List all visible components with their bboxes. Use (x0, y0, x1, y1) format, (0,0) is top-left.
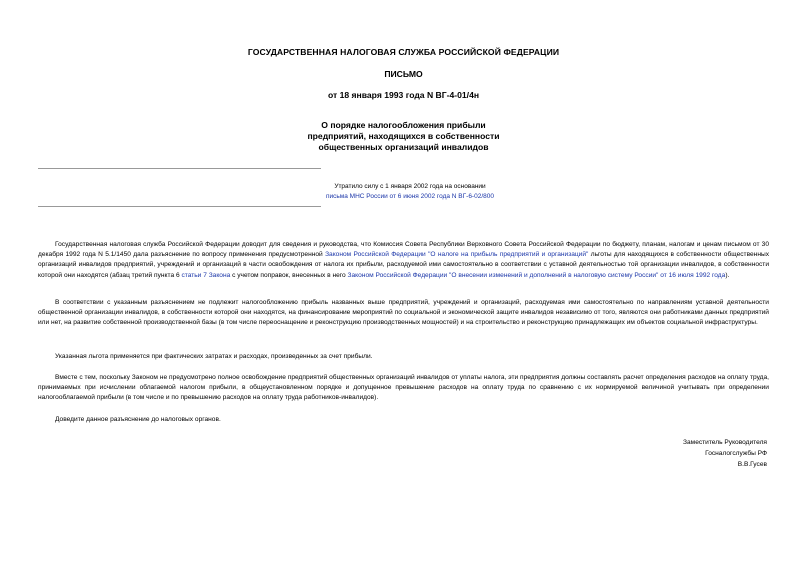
document-type: ПИСЬМО (384, 69, 423, 79)
law-link-profit-tax[interactable]: Законом Российской Федерации "О налоге на прибыль предприятий и организаций" (325, 251, 589, 259)
paragraph-3: Указанная льгота применяется при фактических затратах и расходах, произведенных за счет прибыли. (55, 353, 373, 360)
signer-position: Заместитель Руководителя (683, 439, 767, 446)
paragraph-1 (38, 240, 769, 281)
document-title (0, 120, 807, 153)
status-text: Утратило силу с 1 января 2002 года на основании (334, 183, 486, 190)
law-link-article-7[interactable]: статьи 7 Закона (181, 271, 231, 279)
separator-bottom (38, 206, 321, 207)
signer-organization: Госналогслужбы РФ (705, 449, 767, 457)
law-link-amendments[interactable]: Законом Российской Федерации "О внесении изменений и дополнений в налоговую систему России" от 16 июля 1992 года (347, 271, 726, 279)
paragraph-text: с учетом поправок, внесенных в него (230, 271, 348, 279)
paragraph-text: ). (725, 271, 730, 279)
separator-top (38, 168, 321, 169)
paragraph-text: Государственная налоговая служба Российской Федерации доводит для сведения и руководства, что Комиссия Совета Республики Верховного Совета Российской Федерации по бюджету, планам, налогам и ценам письмом от 30 декабря 1992 года N 5.1/1450 дала разъяснение по вопросу применения предусмотренной (38, 241, 769, 259)
paragraph-2: В соответствии с указанным разъяснением не подлежит налогообложению прибыль названных выше предприятий, учреждений и организаций, расходуемая ими самостоятельно по направлениям уставной деятельности общественной организации инвалидов, в собственности которой они находятся, на финансирование мероприятий по социальной и экономической защите инвалидов независимо от того, являются они работниками данных предприятий или нет, на развитие собственной производственной базы (в том числе переоснащение и реконструкцию производственных мощностей) и на строительство и реконструкцию принадлежащих им объектов социальной инфраструктуры. (38, 299, 769, 327)
status-note (300, 182, 520, 201)
organization-heading: ГОСУДАРСТВЕННАЯ НАЛОГОВАЯ СЛУЖБА РОССИЙСКОЙ ФЕДЕРАЦИИ (247, 47, 560, 57)
paragraph-5: Доведите данное разъяснение до налоговых органов. (55, 416, 221, 423)
status-link[interactable]: письма МНС России от 6 июня 2002 года N ВГ-6-02/800 (326, 192, 494, 200)
paragraph-text: льготы для находящихся в собственности общественных организаций инвалидов предприятий, учреждений и организаций в части освобождения от налога их прибыли, расходуемой ими самостоятельно в соответствии с уставной деятельностью той организации инвалидов, в собственности которой они находятся (абзац третий пункта 6 (38, 251, 769, 279)
title-line: общественных организаций инвалидов (318, 142, 489, 152)
signature-block (683, 438, 767, 470)
title-line: О порядке налогообложения прибыли (321, 120, 486, 130)
signer-name: В.В.Гусев (737, 460, 767, 468)
paragraph-4: Вместе с тем, поскольку Законом не предусмотрено полное освобождение предприятий общественных организаций инвалидов от уплаты налога, эти предприятия должны составлять расчет определения расходов на оплату труда, принимаемых при исчислении облагаемой налогом прибыли, в общеустановленном порядке и допущенное превышение расходов на оплату труда по сравнению с их нормируемой величиной учитывать при определении налогооблагаемой прибыли (в том числе и по превышению расходов на оплату труда работников-инвалидов). (38, 374, 769, 402)
document-date-number: от 18 января 1993 года N ВГ-4-01/4н (327, 90, 480, 100)
title-line: предприятий, находящихся в собственности (307, 131, 500, 141)
